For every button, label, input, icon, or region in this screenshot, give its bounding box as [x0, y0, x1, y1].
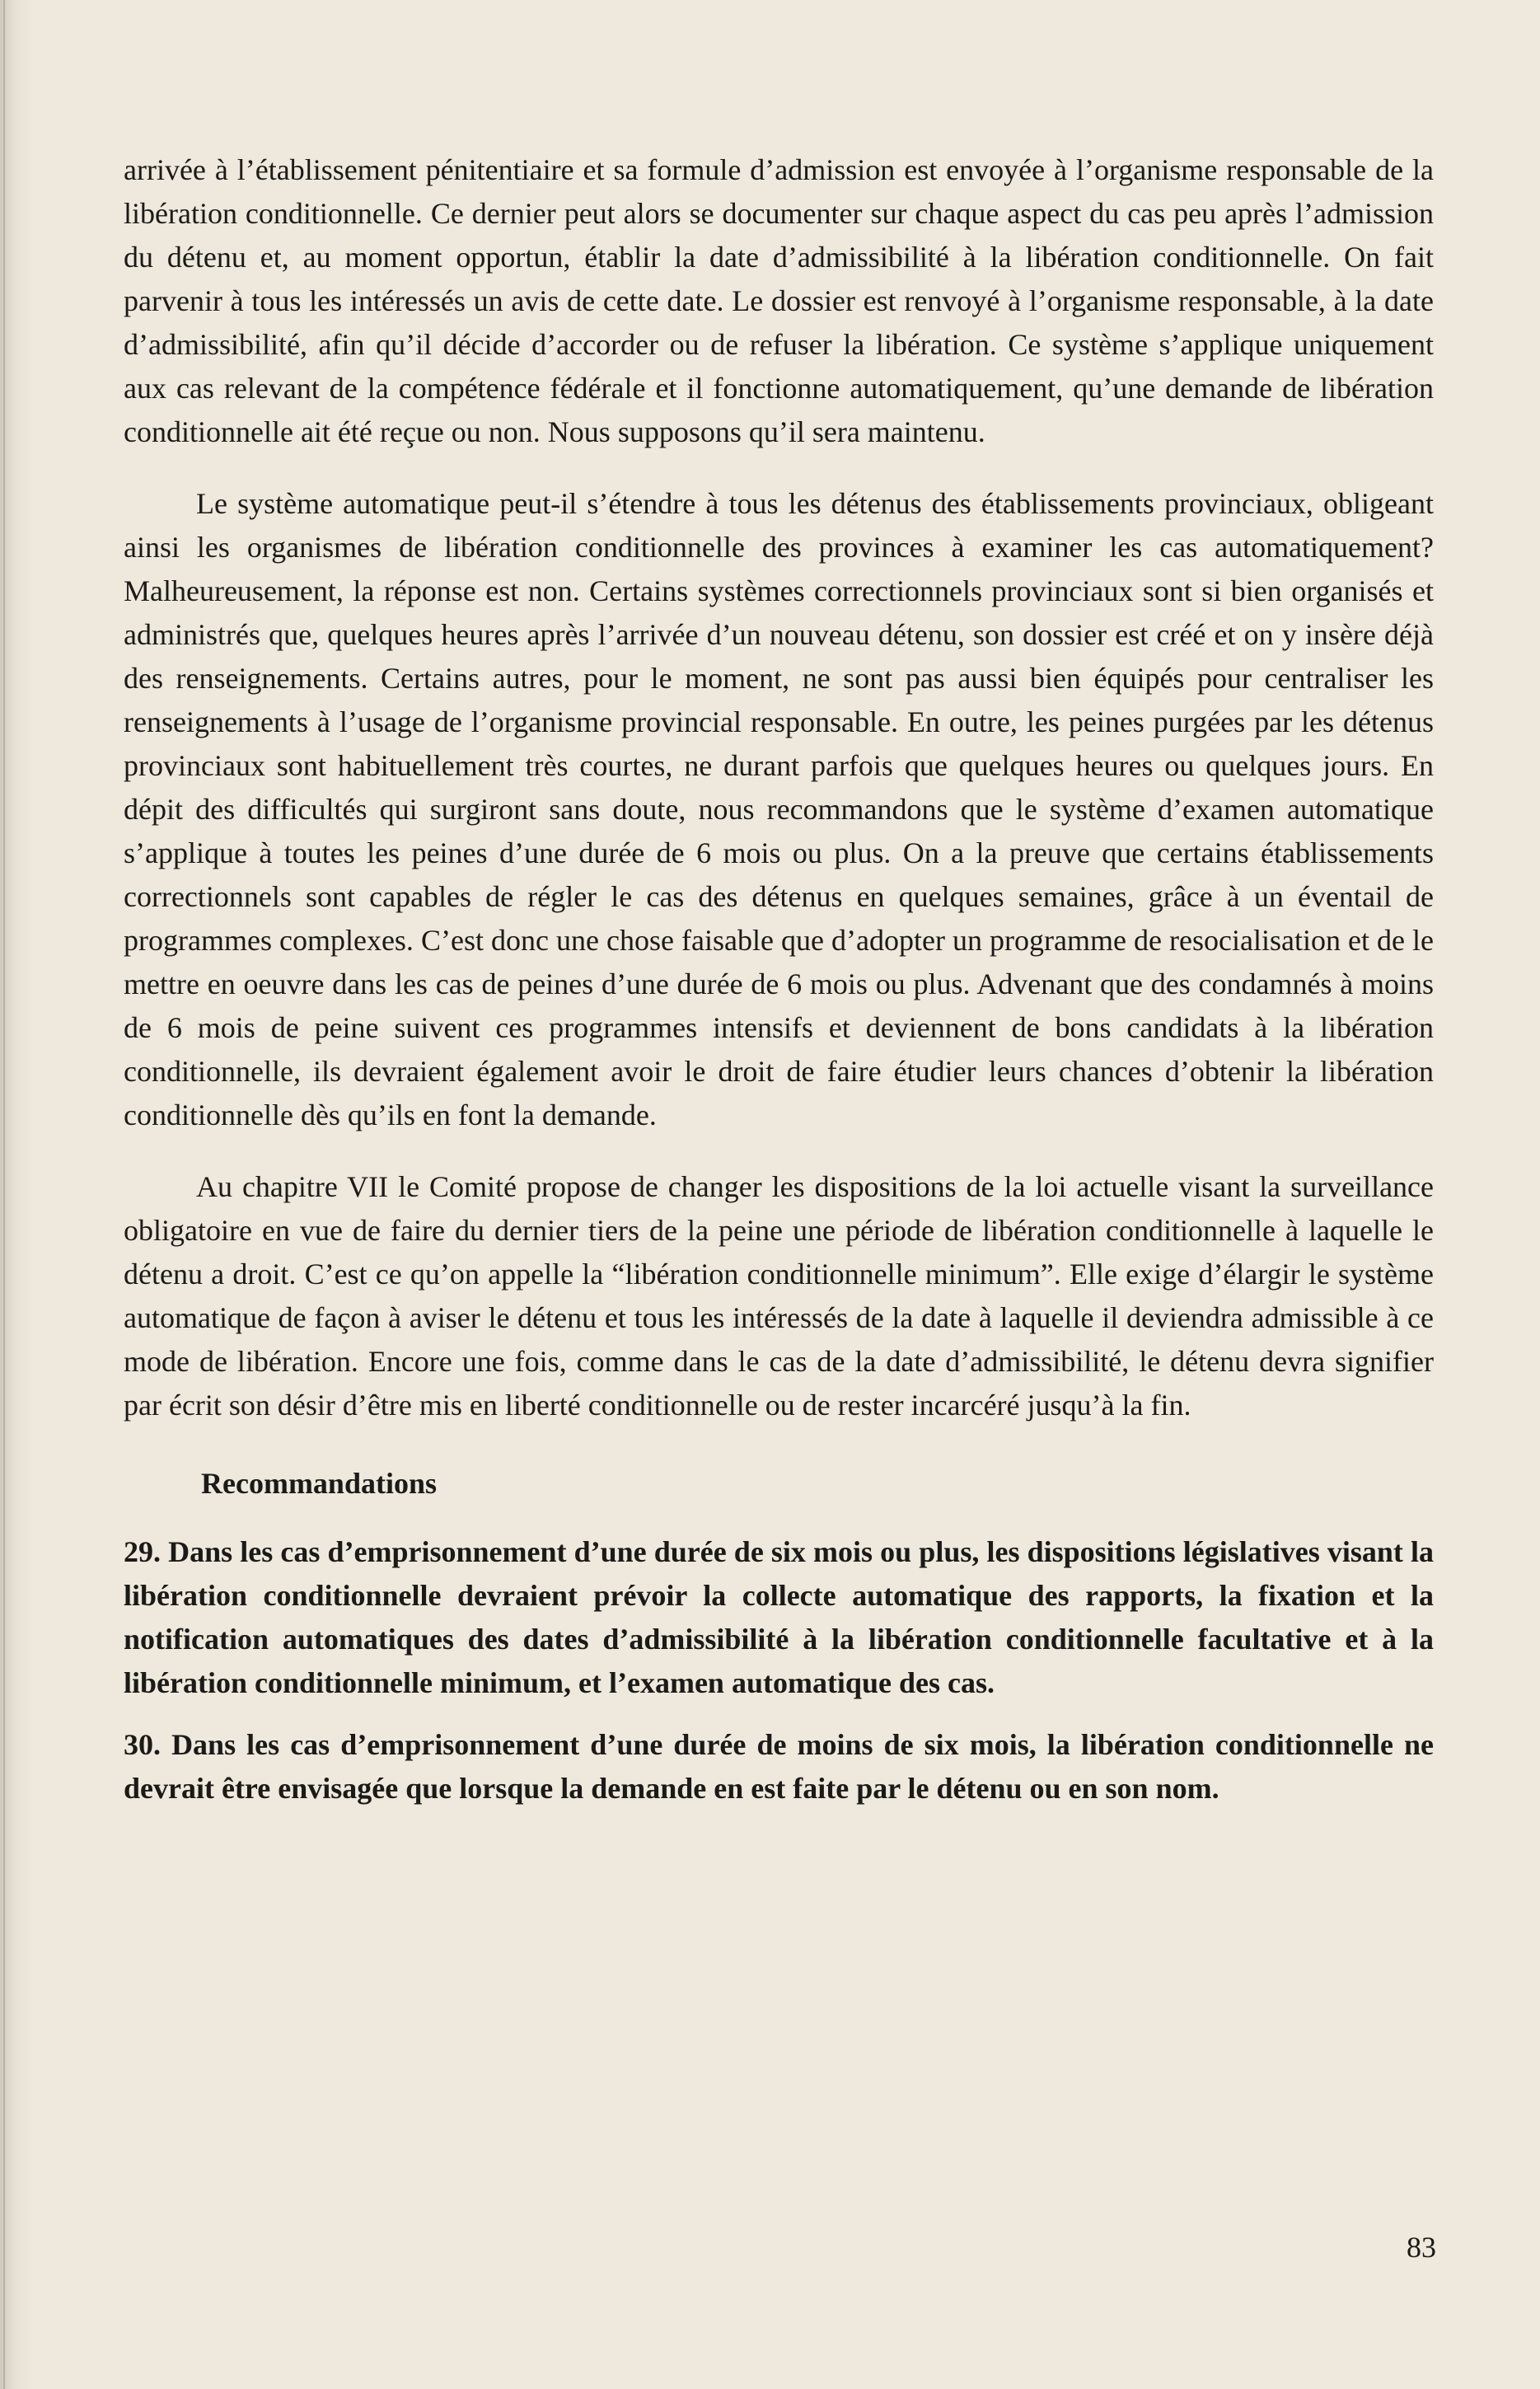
recommendation-29: 29. Dans les cas d’emprisonnement d’une durée de six mois ou plus, les dispositions législatives visant la libération conditionnelle devraient prévoir la collecte automatique des rapports, la fixation et la notification automatiques des dates d’admissibilité à la libération conditionnelle facultative et à la libération conditionnelle minimum, et l’examen automatique des cas.	[124, 1535, 1434, 1699]
paragraph-continuation: arrivée à l’établissement pénitentiaire et sa formule d’admission est envoyée à l’organisme responsable de la libération conditionnelle. Ce dernier peut alors se documenter sur chaque aspect du cas peu après l’admission du détenu et, au moment opportun, établir la date d’admissibilité à la libération conditionnelle. On fait parvenir à tous les intéressés un avis de cette date. Le dossier est renvoyé à l’organisme responsable, à la date d’admissibilité, afin qu’il décide d’accorder ou de refuser la libération. Ce système s’applique uniquement aux cas relevant de la compétence fédérale et il fonctionne automatiquement, qu’une demande de libération conditionnelle ait été reçue ou non. Nous supposons qu’il sera maintenu.	[124, 153, 1434, 448]
page-edge-shadow	[3, 0, 5, 2389]
body-text	[124, 148, 1434, 1829]
paragraph-automatic-system: Le système automatique peut-il s’étendre à tous les détenus des établissements provinciaux, obligeant ainsi les organismes de libération conditionnelle des provinces à examiner les cas automatiquement? Malheureusement, la réponse est non. Certains systèmes correctionnels provinciaux sont si bien organisés et administrés que, quelques heures après l’arrivée d’un nouveau détenu, son dossier est créé et on y insère déjà des renseignements. Certains autres, pour le moment, ne sont pas aussi bien équipés pour centraliser les renseignements à l’usage de l’organisme provincial responsable. En outre, les peines purgées par les détenus provinciaux sont habituellement très courtes, ne durant parfois que quelques heures ou quelques jours. En dépit des difficultés qui surgiront sans doute, nous recommandons que le système d’examen automatique s’applique à toutes les peines d’une durée de 6 mois ou plus. On a la preuve que certains établissements correctionnels sont capables de régler le cas des détenus en quelques semaines, grâce à un éventail de programmes complexes. C’est donc une chose faisable que d’adopter un programme de resocialisation et de le mettre en oeuvre dans les cas de peines d’une durée de 6 mois ou plus. Advenant que des condamnés à moins de 6 mois de peine suivent ces programmes intensifs et deviennent de bons candidats à la libération conditionnelle, ils devraient également avoir le droit de faire étudier leurs chances d’obtenir la libération conditionnelle dès qu’ils en font la demande.	[124, 487, 1434, 1131]
section-heading: Recommandations	[201, 1467, 437, 1500]
paragraph-chapter-vii: Au chapitre VII le Comité propose de changer les dispositions de la loi actuelle visant la surveillance obligatoire en vue de faire du dernier tiers de la peine une période de libération conditionnelle à laquelle le détenu a droit. C’est ce qu’on appelle la “libération conditionnelle minimum”. Elle exige d’élargir le système automatique de façon à aviser le détenu et tous les intéressés de la date à laquelle il deviendra admissible à ce mode de libération. Encore une fois, comme dans le cas de la date d’admissibilité, le détenu devra signifier par écrit son désir d’être mis en liberté conditionnelle ou de rester incarcéré jusqu’à la fin.	[124, 1170, 1434, 1422]
recommendation-30: 30. Dans les cas d’emprisonnement d’une durée de moins de six mois, la libération conditionnelle ne devrait être envisagée que lorsque la demande en est faite par le détenu ou en son nom.	[124, 1728, 1434, 1805]
page-number: 83	[1407, 2231, 1436, 2264]
